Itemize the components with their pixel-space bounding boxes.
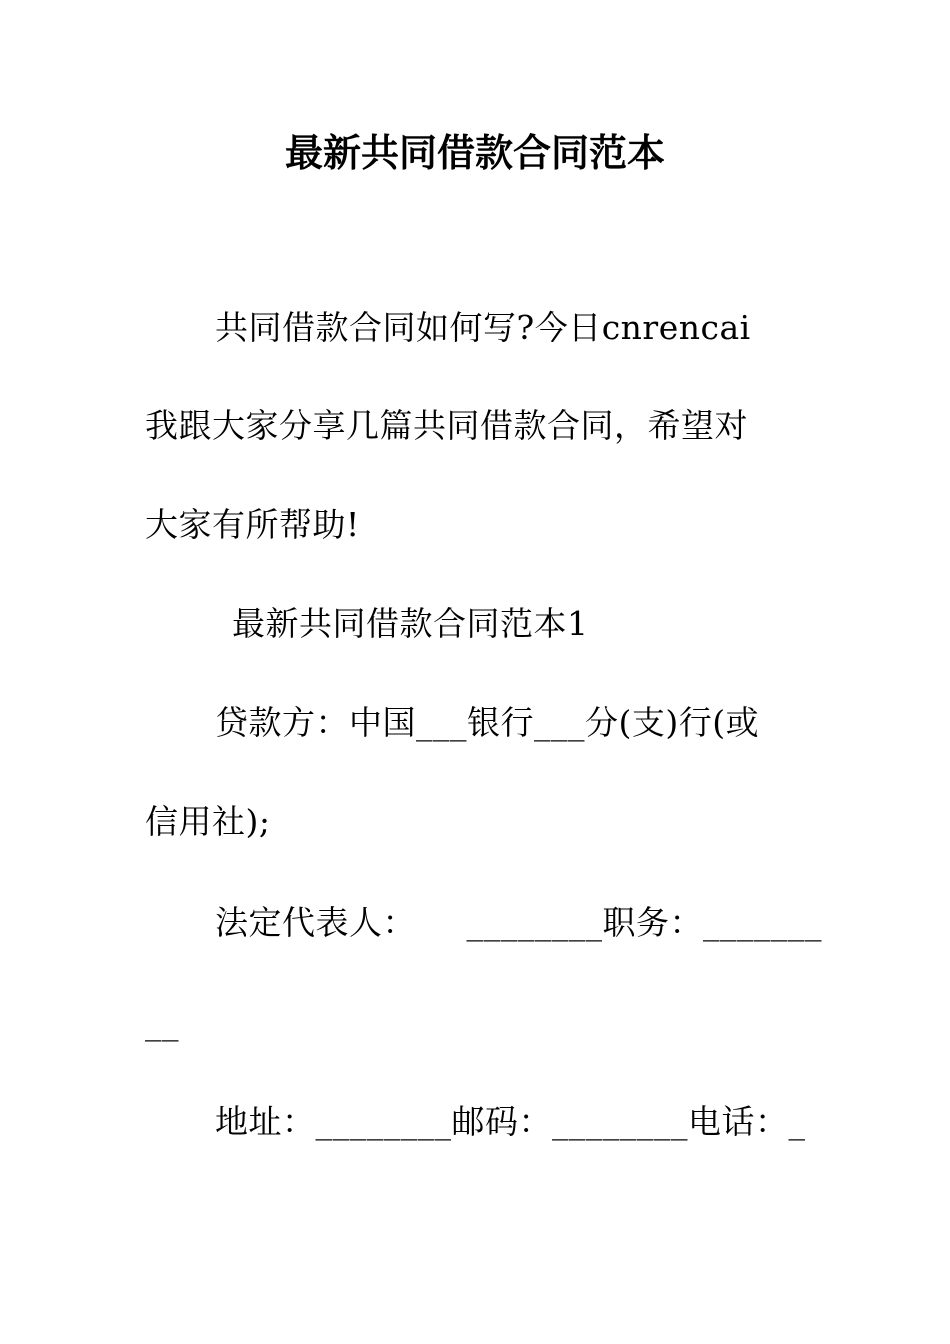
paragraph-line: 法定代表人： ________职务：_______ <box>215 903 822 942</box>
paragraph-line: 地址：________邮码：________电话：_ <box>215 1102 806 1141</box>
paragraph-line: __ <box>145 1003 179 1042</box>
paragraph-line: 共同借款合同如何写?今日cnrencai <box>215 308 751 347</box>
document-title: 最新共同借款合同范本 <box>284 130 665 175</box>
paragraph-line: 贷款方：中国___银行___分(支)行(或 <box>215 703 760 742</box>
paragraph-line: 我跟大家分享几篇共同借款合同，希望对 <box>145 406 748 445</box>
section-heading: 最新共同借款合同范本1 <box>232 604 589 643</box>
paragraph-line: 大家有所帮助! <box>145 505 360 544</box>
paragraph-line: 信用社); <box>145 802 271 841</box>
